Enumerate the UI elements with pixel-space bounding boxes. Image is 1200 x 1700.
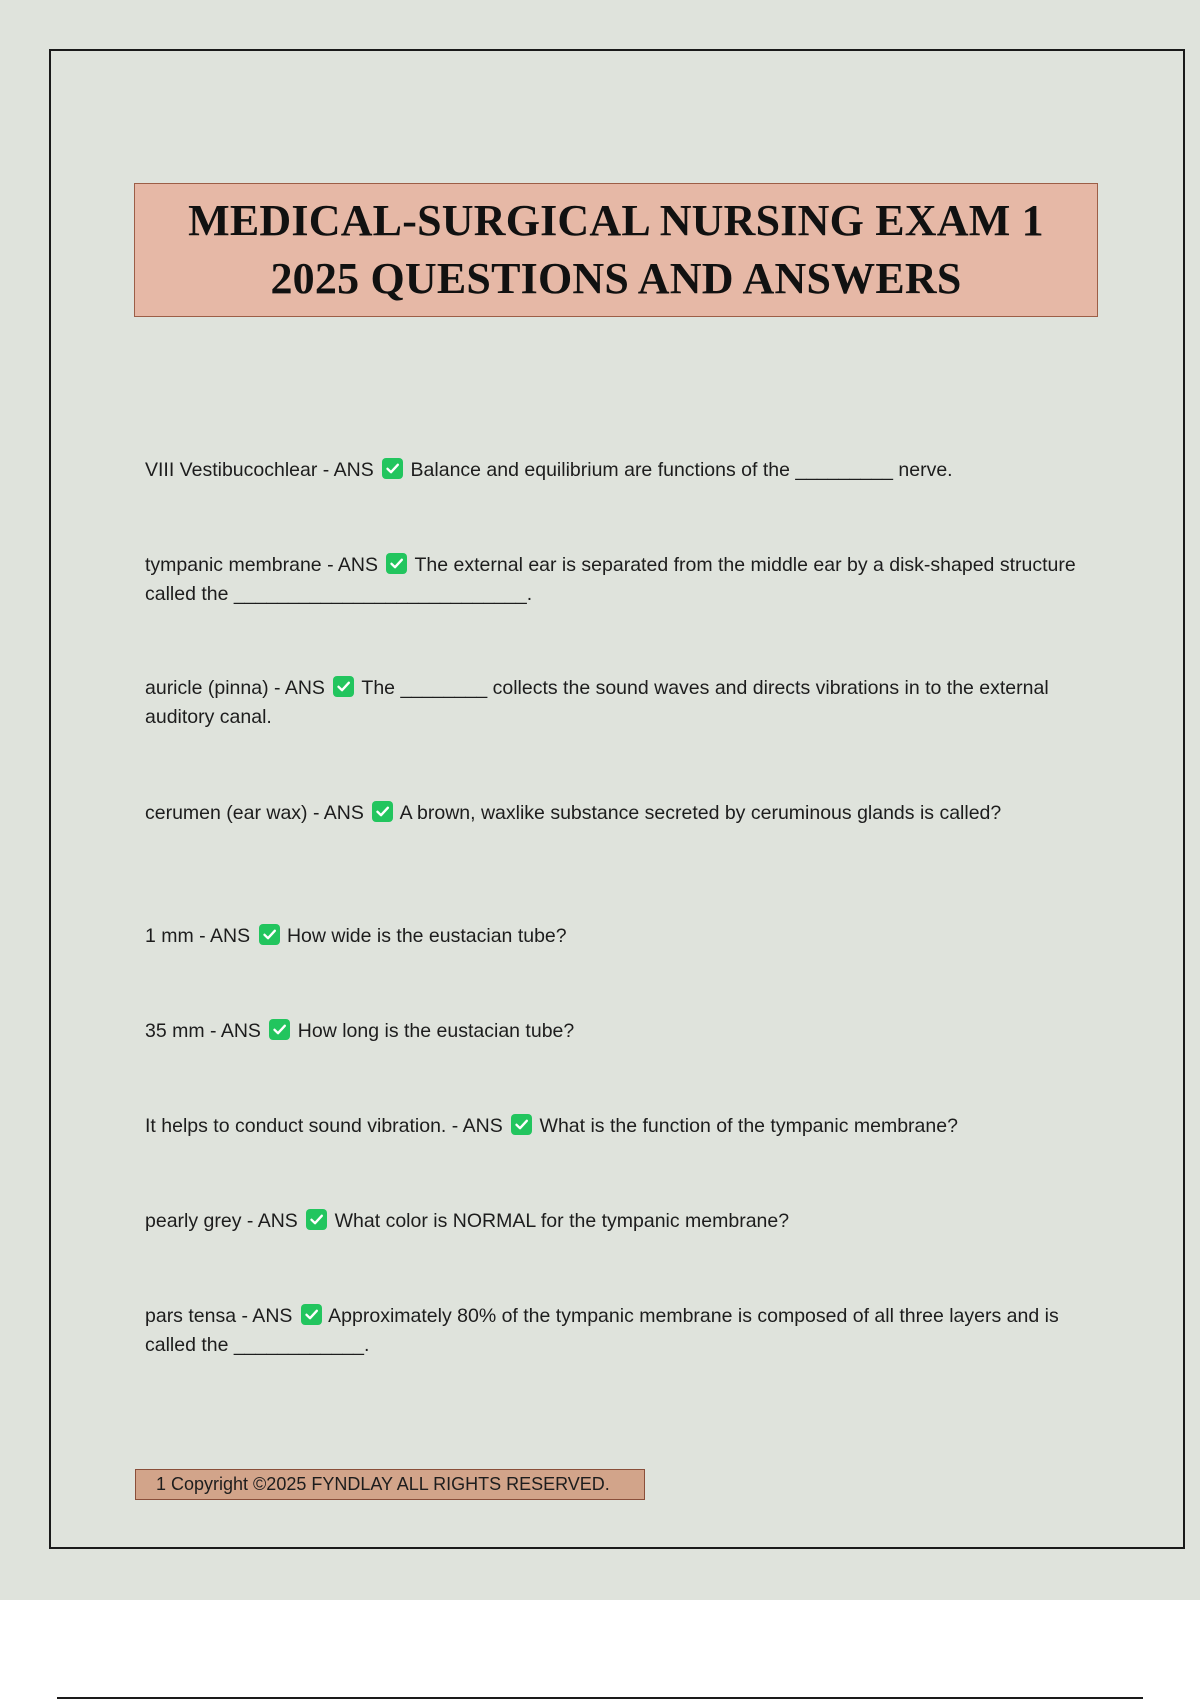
check-mark-icon [269,1019,290,1040]
title-line-1: MEDICAL-SURGICAL NURSING EXAM 1 [188,196,1044,245]
qa-item-3 [145,674,1095,732]
check-mark-icon [511,1114,532,1135]
answer-text: pearly grey - ANS [145,1210,298,1232]
question-text: What is the function of the tympanic membrane? [539,1115,958,1137]
question-text: The ________ collects the sound waves and directs vibrations in to the external auditory canal. [145,677,1049,728]
answer-text: cerumen (ear wax) - ANS [145,802,364,824]
answer-text: VIII Vestibucochlear - ANS [145,459,374,481]
question-text: Approximately 80% of the tympanic membrane is composed of all three layers and is called the ____________. [145,1305,1059,1356]
title-banner [134,183,1098,317]
copyright-footer: 1 Copyright ©2025 FYNDLAY ALL RIGHTS RESERVED. [135,1469,645,1500]
answer-text: auricle (pinna) - ANS [145,677,325,699]
check-mark-icon [382,458,403,479]
qa-item-8 [145,1207,1095,1236]
answer-text: It helps to conduct sound vibration. - ANS [145,1115,503,1137]
qa-item-7 [145,1112,1095,1141]
check-mark-icon [306,1209,327,1230]
question-text: A brown, waxlike substance secreted by ceruminous glands is called? [399,802,1002,824]
answer-text: 1 mm - ANS [145,925,251,947]
question-text: Balance and equilibrium are functions of the _________ nerve. [410,459,953,481]
check-mark-icon [301,1304,322,1325]
check-mark-icon [259,924,280,945]
page-separator-line [57,1697,1143,1699]
question-text: How wide is the eustacian tube? [286,925,567,947]
check-mark-icon [386,553,407,574]
qa-item-4 [145,799,1095,828]
qa-item-2 [145,551,1095,609]
question-text: What color is NORMAL for the tympanic membrane? [334,1210,790,1232]
check-mark-icon [372,801,393,822]
answer-text: tympanic membrane - ANS [145,554,379,576]
qa-item-1 [145,456,1095,485]
qa-item-9 [145,1302,1095,1360]
question-text: How long is the eustacian tube? [297,1020,575,1042]
answer-text: pars tensa - ANS [145,1305,293,1327]
qa-item-6 [145,1017,1095,1046]
answer-text: 35 mm - ANS [145,1020,261,1042]
question-text: The external ear is separated from the middle ear by a disk-shaped structure called the ___________________________. [145,554,1076,605]
qa-item-5 [145,922,1095,951]
check-mark-icon [333,676,354,697]
title-line-2: 2025 QUESTIONS AND ANSWERS [270,254,962,303]
